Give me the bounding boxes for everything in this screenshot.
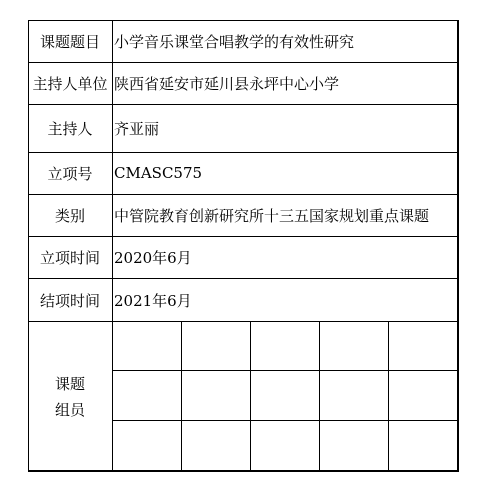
grid-column-divider	[181, 321, 182, 471]
grid-divider	[112, 420, 458, 421]
row-divider	[28, 278, 458, 279]
member-cell[interactable]	[181, 421, 249, 471]
row-divider	[28, 194, 458, 195]
row-category	[28, 194, 458, 236]
member-cell[interactable]	[388, 371, 458, 420]
value-project-number: CMASC575	[114, 164, 203, 182]
member-cell[interactable]	[250, 421, 318, 471]
row-project-number	[28, 152, 458, 194]
label-completion-date: 结项时间	[39, 291, 100, 310]
member-cell[interactable]	[181, 371, 249, 420]
members-label-line1: 课题	[54, 375, 85, 393]
label-category: 类别	[54, 206, 85, 225]
member-cell[interactable]	[112, 322, 180, 370]
grid-column-divider	[319, 321, 320, 471]
grid-column-divider	[250, 321, 251, 471]
value-host-unit: 陕西省延安市延川县永坪中心小学	[114, 74, 340, 93]
value-completion-date: 2021年6月	[114, 291, 192, 310]
label-approval-date: 立项时间	[39, 248, 100, 267]
member-cell[interactable]	[250, 322, 318, 370]
table-border-top	[28, 20, 458, 21]
member-cell[interactable]	[181, 322, 249, 370]
row-divider	[28, 62, 458, 63]
member-cell[interactable]	[388, 421, 458, 471]
label-host: 主持人	[47, 119, 93, 138]
value-category: 中管院教育创新研究所十三五国家规划重点课题	[114, 206, 430, 225]
member-cell[interactable]	[388, 322, 458, 370]
member-cell[interactable]	[250, 371, 318, 420]
label-topic: 课题题目	[39, 32, 100, 51]
row-divider	[28, 152, 458, 153]
members-label	[28, 322, 112, 472]
table-border-left	[28, 20, 29, 471]
row-divider	[28, 236, 458, 237]
row-completion-date	[28, 278, 458, 322]
row-topic	[28, 20, 458, 62]
label-column-divider	[112, 20, 113, 471]
member-cell[interactable]	[319, 421, 387, 471]
row-approval-date	[28, 236, 458, 278]
row-divider	[28, 321, 458, 322]
member-cell[interactable]	[112, 371, 180, 420]
value-host: 齐亚丽	[114, 119, 160, 138]
grid-column-divider	[388, 321, 389, 471]
row-host	[28, 104, 458, 152]
member-cell[interactable]	[112, 421, 180, 471]
member-cell[interactable]	[319, 322, 387, 370]
grid-divider	[112, 370, 458, 371]
value-topic: 小学音乐课堂合唱教学的有效性研究	[114, 32, 355, 51]
member-cell[interactable]	[319, 371, 387, 420]
members-label-line2: 组员	[54, 401, 85, 419]
table-border-bottom	[28, 470, 459, 472]
table-border-right	[457, 20, 459, 472]
value-approval-date: 2020年6月	[114, 248, 192, 267]
row-divider	[28, 104, 458, 105]
label-host-unit: 主持人单位	[32, 74, 108, 93]
row-host-unit	[28, 62, 458, 104]
label-project-number: 立项号	[47, 164, 93, 183]
